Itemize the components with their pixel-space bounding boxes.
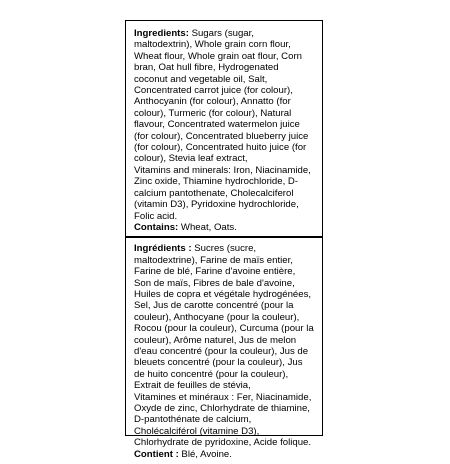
english-vitamins: Vitamins and minerals: Iron, Niacinamide, Zinc oxide, Thiamine hydrochloride, D-calcium pantothenate, Cholecalciferol (vitamin D3), Pyridoxine hydrochloride, Folic acid. xyxy=(134,164,311,222)
english-contains-text: Wheat, Oats. xyxy=(178,221,237,233)
english-contains-heading: Contains: xyxy=(134,221,179,233)
french-section xyxy=(126,238,322,464)
french-ingredients-text: Sucres (sucre, maltodextrine), Farine de maïs entier, Farine de blé, Farine d'avoine entière, Son de maïs, Fibres de bale d'avoine, Huiles de copra et végétale hydrogénées, Sel, Jus de carotte concentré (pour la couleur), Anthocyane (pour la couleur), Rocou (pour la couleur), Curcuma (pour la couleur), Arôme naturel, Jus de melon d'eau concentré (pour la couleur), Jus de bleuets concentré (pour la couleur), Jus de huito concentré (pour la couleur), Extrait de feuilles de stévia, xyxy=(134,243,314,392)
english-ingredients-heading: Ingredients: xyxy=(134,28,189,39)
french-ingredients-heading: Ingrédients : xyxy=(134,243,192,255)
french-contains xyxy=(134,449,314,460)
french-ingredients xyxy=(134,243,314,391)
ingredients-label xyxy=(125,20,323,460)
french-contains-text: Blé, Avoine. xyxy=(178,448,232,460)
english-ingredients-text: Sugars (sugar, maltodextrin), Whole grain corn flour, Wheat flour, Whole grain oat flour, Corn bran, Oat hull fibre, Hydrogenated coconut and vegetable oil, Salt, Concentrated carrot juice (for colour), Anthocyanin (for colour), Annatto (for colour), Turmeric (for colour), Natural flavour, Concentrated watermelon juice (for colour), Concentrated blueberry juice (for colour), Concentrated huito juice (for colour), Stevia leaf extract, xyxy=(134,28,309,165)
english-section xyxy=(126,21,322,236)
english-contains xyxy=(134,222,314,233)
english-ingredients xyxy=(134,28,314,165)
french-vitamins: Vitamines et minéraux : Fer, Niacinamide, Oxyde de zinc, Chlorhydrate de thiamine, D-pantothénate de calcium, Cholécalciférol (vitamine D3), Chlorhydrate de pyridoxine, Acide folique. xyxy=(134,391,312,449)
french-contains-heading: Contient : xyxy=(134,448,179,460)
